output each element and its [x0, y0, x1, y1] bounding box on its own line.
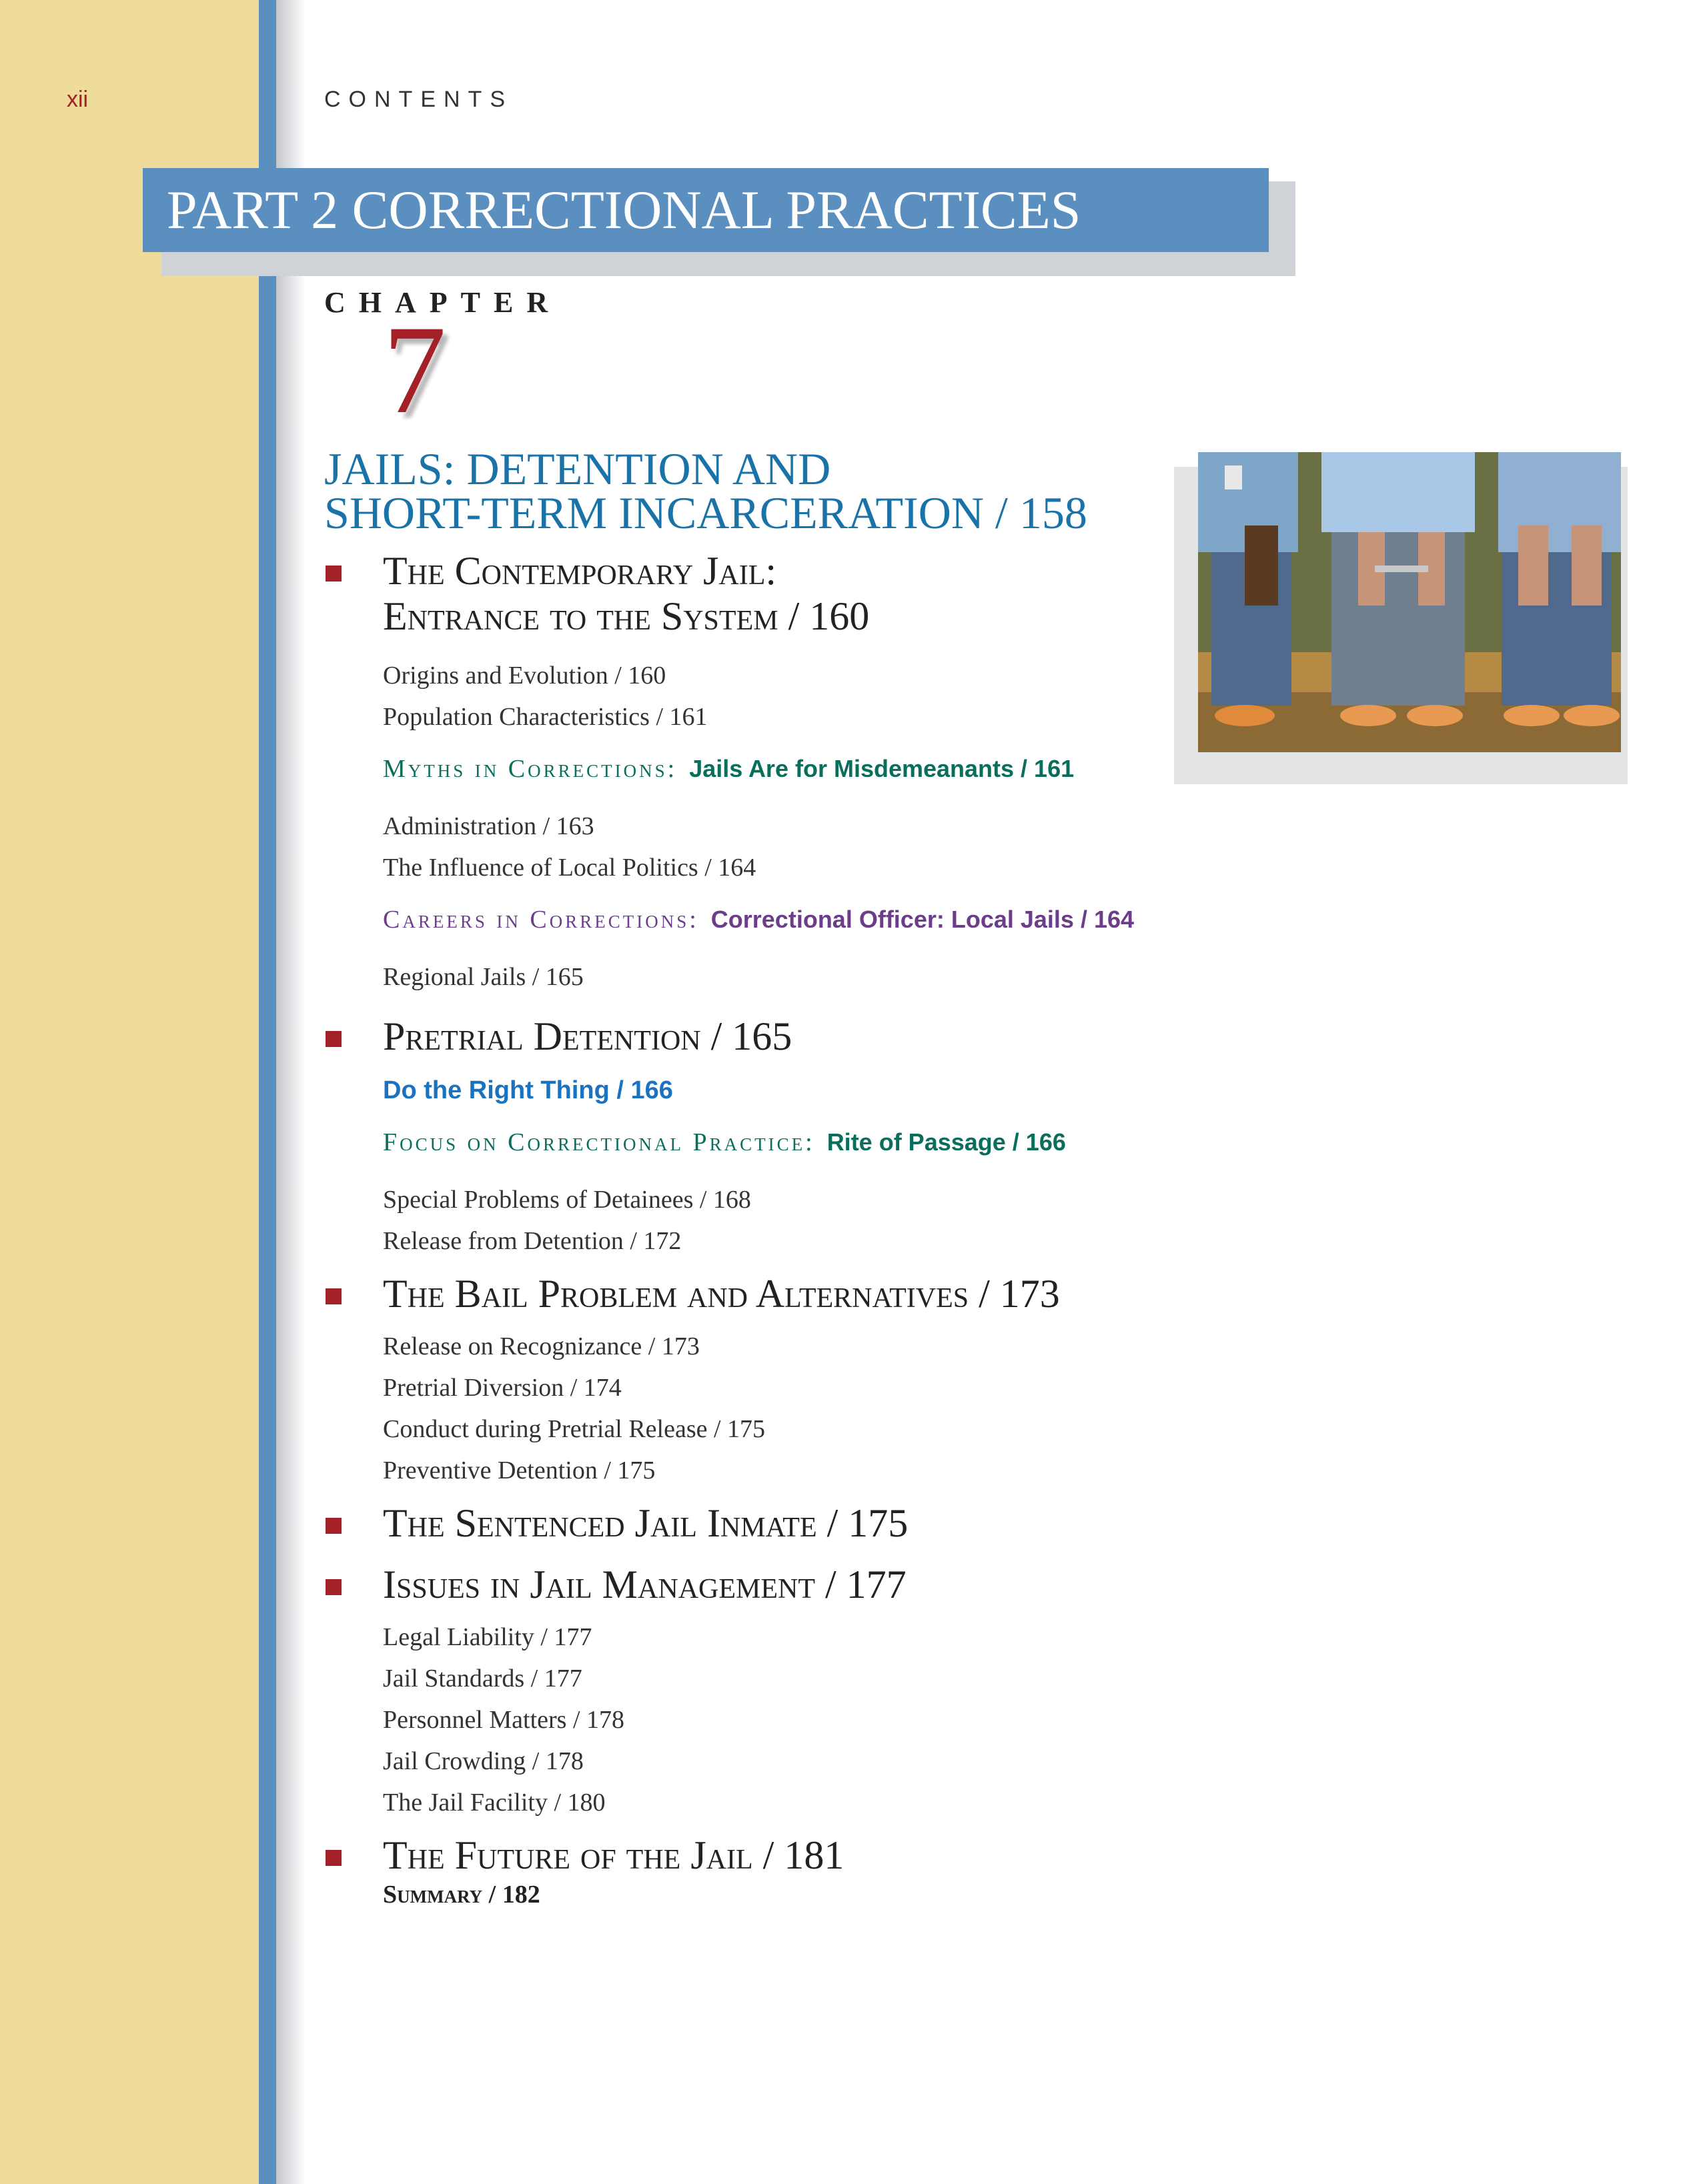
- chapter-title-line1: JAILS: DETENTION AND: [324, 443, 831, 494]
- section-heading: [324, 1562, 1498, 1607]
- sidebar-blue-strip: [259, 0, 276, 2184]
- section-heading: [324, 1500, 1498, 1546]
- toc-entry: Special Problems of Detainees / 168: [383, 1186, 751, 1214]
- toc-entry: Legal Liability / 177: [383, 1623, 592, 1651]
- toc-entry: Conduct during Pretrial Release / 175: [383, 1415, 766, 1443]
- chapter-title: [324, 443, 1087, 538]
- toc-entry: Regional Jails / 165: [383, 963, 584, 991]
- toc-entry: Personnel Matters / 178: [383, 1706, 625, 1734]
- toc-entry: Origins and Evolution / 160: [383, 662, 666, 690]
- red-square-bullet-icon: [326, 1850, 342, 1866]
- section-heading-line2: Entrance to the System / 160: [383, 594, 870, 638]
- myths-label: Myths in Corrections:: [383, 755, 678, 783]
- chapter-title-line2: SHORT-TERM INCARCERATION / 158: [324, 487, 1087, 538]
- part-banner: PART 2 CORRECTIONAL PRACTICES: [143, 168, 1269, 252]
- section-heading: [324, 1271, 1498, 1316]
- chapter-label: CHAPTER: [324, 286, 562, 319]
- red-square-bullet-icon: [326, 1579, 342, 1595]
- toc-entry: Pretrial Diversion / 174: [383, 1374, 622, 1402]
- section-heading-title: The Sentenced Jail Inmate / 175: [383, 1501, 909, 1545]
- section-heading-title: The Future of the Jail / 181: [383, 1833, 844, 1877]
- focus-title: Rite of Passage / 166: [826, 1128, 1066, 1156]
- toc-entry: Release on Recognizance / 173: [383, 1332, 700, 1360]
- focus-feature: [324, 1122, 1498, 1168]
- table-of-contents: [324, 548, 1498, 1911]
- red-square-bullet-icon: [326, 1288, 342, 1304]
- toc-entry: Jail Crowding / 178: [383, 1747, 584, 1775]
- section-heading-title: Issues in Jail Management / 177: [383, 1562, 907, 1606]
- toc-entry: Release from Detention / 172: [383, 1227, 682, 1255]
- page-number: xii: [67, 87, 89, 112]
- toc-entry: Preventive Detention / 175: [383, 1456, 656, 1484]
- sidebar-tan-strip: [0, 0, 259, 2184]
- myths-feature: [324, 748, 1498, 795]
- careers-label: Careers in Corrections:: [383, 906, 699, 934]
- section-heading: [324, 548, 1498, 639]
- right-thing-feature: Do the Right Thing / 166: [383, 1076, 673, 1104]
- toc-entry: Jail Standards / 177: [383, 1665, 582, 1693]
- focus-label: Focus on Correctional Practice:: [383, 1128, 815, 1156]
- myths-title: Jails Are for Misdemeanants / 161: [689, 755, 1075, 782]
- chapter-number: 7: [383, 300, 446, 440]
- section-heading-line1: The Contemporary Jail:: [383, 549, 777, 593]
- careers-title: Correctional Officer: Local Jails / 164: [710, 906, 1135, 933]
- sidebar-gray-shadow: [276, 0, 306, 2184]
- running-head: CONTENTS: [324, 87, 513, 112]
- section-heading-title: The Bail Problem and Alternatives / 173: [383, 1272, 1060, 1316]
- red-square-bullet-icon: [326, 566, 342, 582]
- summary-entry: Summary / 182: [383, 1881, 540, 1909]
- toc-entry: Population Characteristics / 161: [383, 703, 708, 731]
- section-heading-title: Pretrial Detention / 165: [383, 1014, 792, 1058]
- section-heading: [324, 1833, 1498, 1878]
- toc-entry: The Influence of Local Politics / 164: [383, 854, 756, 882]
- toc-entry: The Jail Facility / 180: [383, 1789, 606, 1817]
- red-square-bullet-icon: [326, 1031, 342, 1047]
- careers-feature: [324, 899, 1498, 946]
- section-heading: [324, 1014, 1498, 1059]
- toc-entry: Administration / 163: [383, 812, 594, 840]
- red-square-bullet-icon: [326, 1518, 342, 1534]
